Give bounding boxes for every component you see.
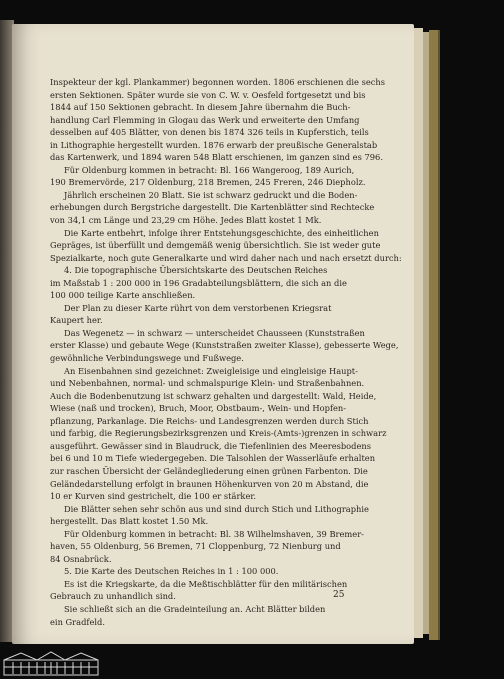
text-line: handlung Carl Flemming in Glogau das Werk und erweiterte den Umfang [50, 114, 360, 125]
text-line: desselben auf 405 Blätter, von denen bis 1874 326 teils in Kupferstich, teils [50, 127, 369, 138]
text-line: im Maßstab 1 : 200 000 in 196 Gradabteilungsblättern, die sich an die [50, 277, 347, 288]
text-line: Die Karte entbehrt, infolge ihrer Entstehungsgeschichte, des einheitlichen [64, 227, 379, 238]
text-line: erhebungen durch Bergstriche dargestellt. Die Kartenblätter sind Rechtecke [50, 202, 375, 213]
body-text [50, 76, 402, 628]
text-line: ausgeführt. Gewässer sind in Blaudruck, die Tiefenlinien des Meeresbodens [50, 440, 371, 451]
book-cover-edge [429, 30, 440, 640]
text-line: 84 Osnabrück. [50, 553, 112, 564]
text-line: Wiese (naß und trocken), Bruch, Moor, Obstbaum-, Wein- und Hopfen- [50, 403, 347, 414]
text-line: Auch die Bodenbenutzung ist schwarz gehalten und dargestellt: Wald, Heide, [50, 390, 377, 401]
page-number: 25 [333, 590, 345, 600]
text-line: Für Oldenburg kommen in betracht: Bl. 166 Wangeroog, 189 Aurich, [64, 164, 355, 175]
text-line: 1844 auf 150 Sektionen gebracht. In diesem Jahre übernahm die Buch- [50, 102, 351, 113]
text-line: Spezialkarte, noch gute Generalkarte und wird daher nach und nach ersetzt durch: [50, 252, 402, 263]
building-facade-icon [3, 650, 99, 676]
section-heading-4: 4. Die topographische Übersichtskarte des Deutschen Reiches [64, 265, 328, 276]
text-line: Der Plan zu dieser Karte rührt von dem verstorbenen Kriegsrat [64, 302, 332, 313]
text-line: 190 Bremervörde, 217 Oldenburg, 218 Bremen, 245 Freren, 246 Diepholz. [50, 177, 366, 188]
text-line: Gebrauch zu unhandlich sind. [50, 591, 176, 602]
text-line: haven, 55 Oldenburg, 56 Bremen, 71 Cloppenburg, 72 Nienburg und [50, 541, 341, 552]
text-line: Es ist die Kriegskarte, da die Meßtischblätter für den militärischen [64, 578, 348, 589]
text-line: Sie schließt sich an die Gradeinteilung an. Acht Blätter bilden [64, 603, 326, 614]
text-line: und Nebenbahnen, normal- und schmalspurige Klein- und Straßenbahnen. [50, 378, 365, 389]
text-line: Kaupert her. [50, 315, 103, 326]
text-line: pflanzung, Parkanlage. Die Reichs- und Landesgrenzen werden durch Stich [50, 415, 369, 426]
text-line: Das Wegenetz — in schwarz — unterscheidet Chausseen (Kunststraßen [64, 327, 365, 338]
text-line: bei 6 und 10 m Tiefe wiedergegeben. Die Talsohlen der Wasserläufe erhalten [50, 453, 376, 464]
section-heading-5: 5. Die Karte des Deutschen Reiches in 1 : 100 000. [64, 566, 279, 577]
text-line: ersten Sektionen. Später wurde sie von C. W. v. Oesfeld fortgesetzt und bis [50, 89, 366, 100]
text-line: in Lithographie hergestellt wurden. 1876 erwarb der preußische Generalstab [50, 139, 378, 150]
text-line: erster Klasse) und gebaute Wege (Kunststraßen zweiter Klasse), gebesserte Wege, [50, 340, 399, 351]
text-line: gewöhnliche Verbindungswege und Fußwege. [50, 353, 244, 364]
text-line: das Kartenwerk, und 1894 waren 548 Blatt erschienen, im ganzen sind es 796. [50, 152, 383, 163]
text-line: 10 er Kurven sind gestrichelt, die 100 er stärker. [50, 491, 257, 502]
text-line: von 34,1 cm Länge und 23,29 cm Höhe. Jedes Blatt kostet 1 Mk. [50, 215, 322, 226]
text-line: ein Gradfeld. [50, 616, 105, 627]
page-edges [414, 28, 423, 638]
text-line: Geländedarstellung erfolgt in braunen Höhenkurven von 20 m Abstand, die [50, 478, 369, 489]
text-line: Jährlich erscheinen 20 Blatt. Sie ist schwarz gedruckt und die Boden- [64, 189, 358, 200]
text-line: Gepräges, ist überfüllt und demgemäß wenig übersichtlich. Sie ist weder gute [50, 240, 381, 251]
text-line: 100 000 teilige Karte anschließen. [50, 290, 196, 301]
text-line: und farbig, die Regierungsbezirksgrenzen und Kreis-(Amts-)grenzen in schwarz [50, 428, 387, 439]
text-line: Die Blätter sehen sehr schön aus und sind durch Stich und Lithographie [64, 503, 369, 514]
text-line: Für Oldenburg kommen in betracht: Bl. 38 Wilhelmshaven, 39 Bremer- [64, 528, 364, 539]
text-line: zur raschen Übersicht der Geländegliederung einen grünen Farbenton. Die [50, 465, 368, 476]
text-line: Inspekteur der kgl. Plankammer) begonnen worden. 1806 erschienen die sechs [50, 77, 386, 87]
text-line: hergestellt. Das Blatt kostet 1.50 Mk. [50, 516, 209, 527]
text-line: An Eisenbahnen sind gezeichnet: Zweigleisige und eingleisige Haupt- [64, 365, 358, 376]
